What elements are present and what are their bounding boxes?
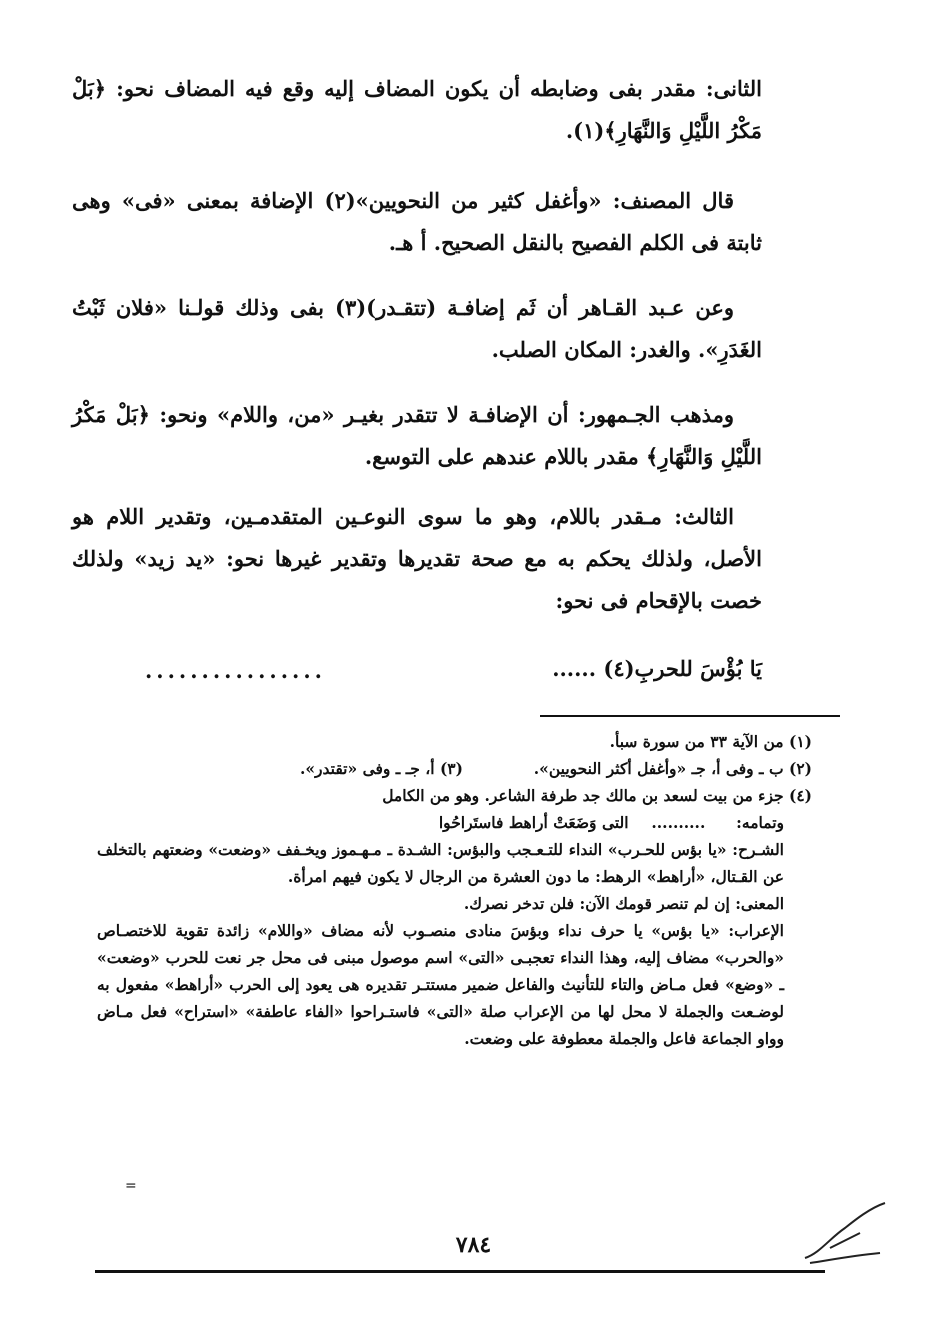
- footnote-sharh: الشـرح: «يا بؤس للحـرب» النداء للتـعـجب والبؤس: الشـدة ـ مـهـموز ويخـفف «وضعت» وضعتهم بالتخلف عن القـتال، «أراهط» الرهط: ما دون العشرة من الرجال لا يكون فيهم امرأة.: [97, 840, 784, 886]
- verse-dots: ................: [145, 658, 326, 683]
- equals-mark: =: [125, 1178, 137, 1194]
- verse-quote: يَا بُؤْسَ للحربِ(٤) ......: [552, 656, 762, 681]
- bottom-rule: [95, 1270, 825, 1273]
- footnote-2-3: [97, 755, 812, 782]
- handwritten-signature-icon: [800, 1198, 890, 1278]
- footnotes-section: [97, 728, 812, 1052]
- paragraph-musannif: قال المصنف: «وأغفل كثير من النحويين»(٢) الإضافة بمعنى «فى» وهى ثابتة فى الكلم الفصيح بالنقل الصحيح. أ هـ.: [72, 188, 762, 255]
- footnote-3: (٣) أ، جـ ـ وفى «تقتدر».: [299, 759, 463, 778]
- paragraph-thalith: الثالث: مـقدر باللام، وهو ما سوى النوعـين المتقدمـين، وتقدير اللام هو الأصل، ولذلك يحكم به مع صحة تقديرها وتقدير غيرها نحو: «يد زيد» ولذلك خصت بالإقحام فى نحو:: [72, 504, 762, 613]
- footnote-2: (٢) ب ـ وفى أ، جـ «وأغفل أكثر النحويين».: [533, 759, 812, 778]
- paragraph-thani: الثانى: مقدر بفى وضابطه أن يكون المضاف إليه وقع فيه المضاف نحو: ﴿بَلْ مَكْرُ اللَّيْلِ وَالنَّهَارِ﴾(١).: [72, 76, 762, 143]
- footnote-divider: [540, 715, 840, 717]
- tamamuh-label: وتمامه:: [736, 813, 784, 832]
- paragraph-jumhur: ومذهب الجـمهور: أن الإضافـة لا تتقدر بغيـر «من، واللام» ونحو: ﴿بَلْ مَكْرُ اللَّيْلِ وَالنَّهَارِ﴾ مقدر باللام عندهم على التوسع.: [72, 402, 762, 469]
- footnote-1: (١) من الآية ٣٣ من سورة سبأ.: [609, 732, 812, 751]
- footnote-4: (٤) جزء من بيت لسعد بن مالك جد طرفة الشاعر. وهو من الكامل: [382, 786, 812, 805]
- footnote-irab: الإعراب: «يا بؤس» يا حرف نداء وبؤسَ منادى منصـوب لأنه مضاف «واللام» زائدة تقوية للاختصـاص «والحرب» مضاف إليه، وهذا النداء تعجبـى «التى» اسم موصول مبنى فى محل جر نعت للحرب «وضعت» ـ «وضع» فعل مـاض والتاء للتأنيث والفاعل ضمير مستتـر تقديره هى يعود إلى الحرب «أراهط» مفعول به لوضـعت والجملة لا محل لها من الإعراب صلة «التى» فاستـراحوا «الفاء عاطفة» «استراح» فعل مـاض وواو الجماعة فاعل والجملة معطوفة على وضعت.: [97, 921, 784, 1048]
- tamamuh-text: التى وَضَعَتْ أراهط فاستَراحُوا: [438, 813, 629, 832]
- paragraph-abdulqahir: وعن عـبد القـاهر أن ثَم إضافـة (تتقـدر)(٣) بفى وذلك قولـنا «فلان ثَبْتُ الغَدَرِ». والغدر: المكان الصلب.: [72, 295, 762, 362]
- footnote-tamamuh: [97, 809, 812, 836]
- footnote-maana: المعنى: إن لم تنصر قومك الآن: فلن تدخر نصرك.: [463, 894, 784, 913]
- page-number: ٧٨٤: [455, 1232, 492, 1258]
- tamamuh-dots: ..........: [651, 813, 706, 832]
